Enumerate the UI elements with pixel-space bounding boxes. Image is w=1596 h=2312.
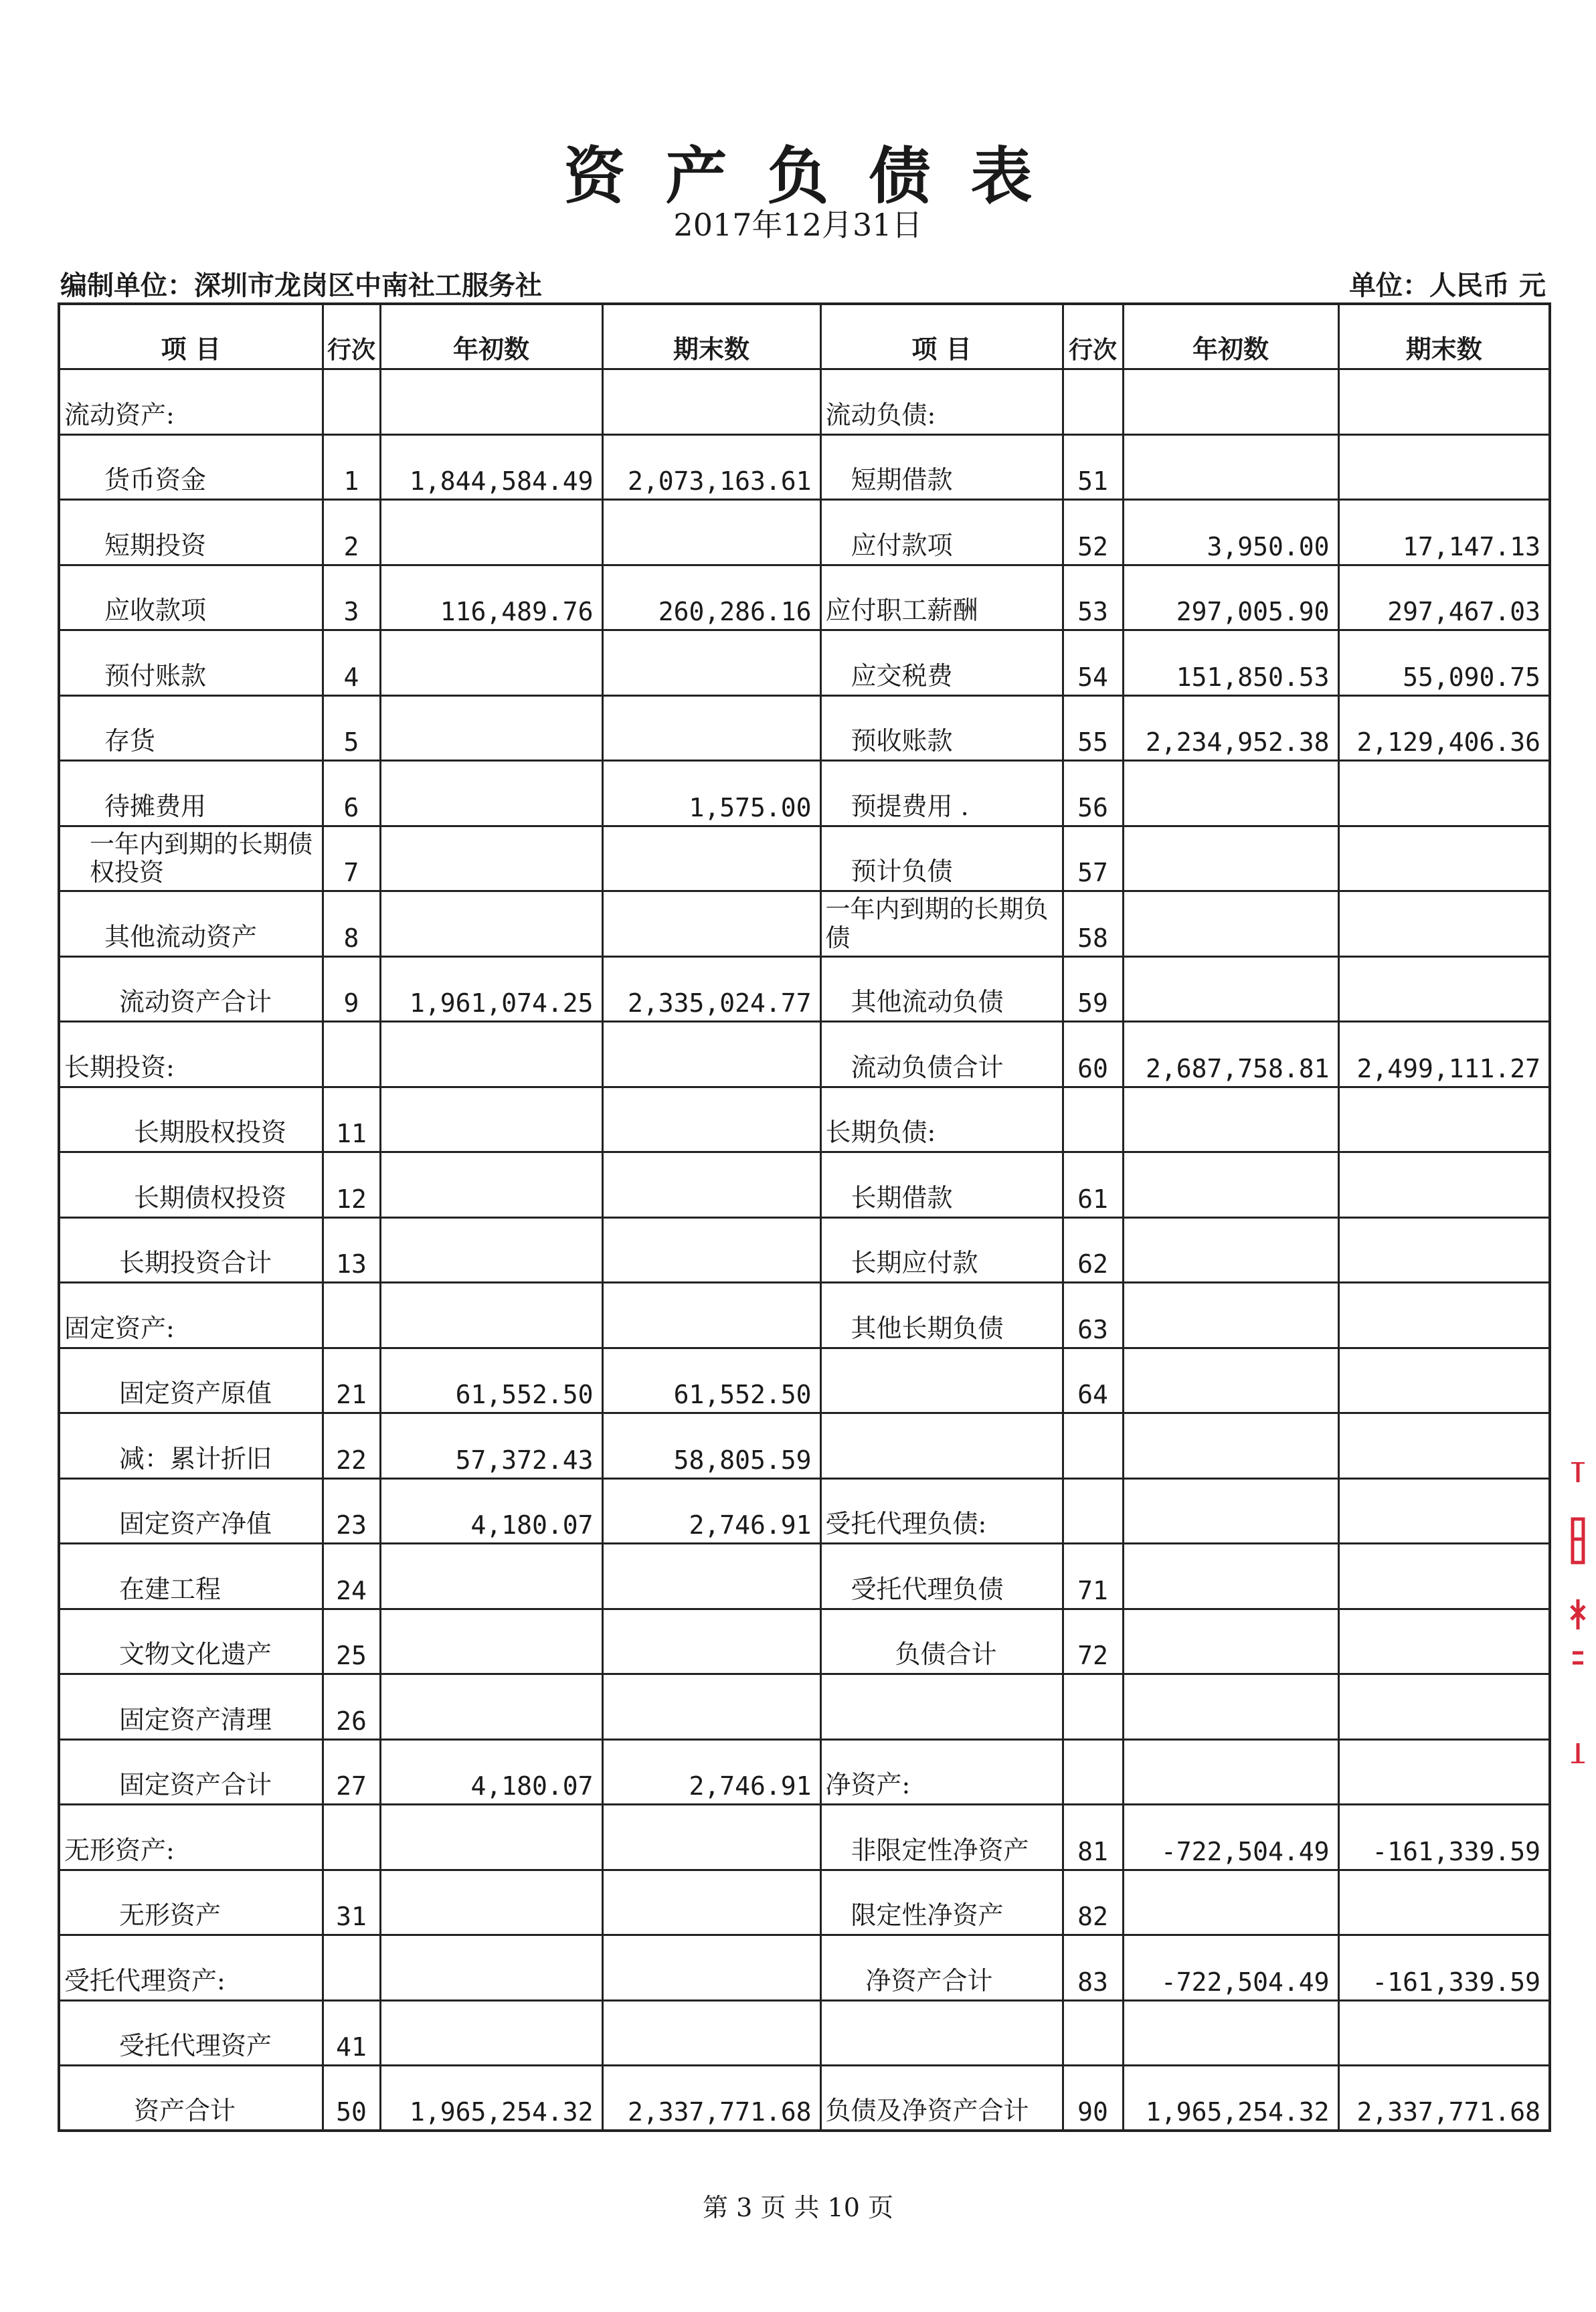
liability-end-value	[1338, 1152, 1550, 1218]
liability-end-value	[1338, 761, 1550, 826]
liability-line-no: 83	[1063, 1935, 1123, 2001]
liability-line-no: 71	[1063, 1544, 1123, 1609]
page-footer: 第 3 页 共 10 页	[703, 2193, 893, 2222]
liability-line-no: 53	[1063, 565, 1123, 630]
liability-line-no	[1063, 2000, 1123, 2066]
asset-begin-value	[380, 500, 602, 565]
liability-begin-value: 151,850.53	[1123, 630, 1338, 696]
asset-end-value	[602, 369, 820, 435]
table-row	[59, 434, 1550, 500]
liability-item-name: 其他流动负债	[820, 956, 1063, 1022]
liability-line-no	[1063, 1674, 1123, 1740]
asset-line-no: 4	[323, 630, 380, 696]
asset-item-name: 固定资产清理	[59, 1674, 323, 1740]
liability-begin-value	[1123, 434, 1338, 500]
table-row	[59, 956, 1550, 1022]
asset-line-no	[323, 1805, 380, 1870]
liability-begin-value	[1123, 891, 1338, 957]
liability-begin-value: 2,687,758.81	[1123, 1022, 1338, 1087]
table-row	[59, 1152, 1550, 1218]
asset-end-value	[602, 1087, 820, 1152]
asset-item-name: 无形资产	[59, 1870, 323, 1935]
liability-item-name: 长期负债:	[820, 1087, 1063, 1152]
asset-end-value: 2,073,163.61	[602, 434, 820, 500]
asset-line-no: 31	[323, 1870, 380, 1935]
liability-line-no: 72	[1063, 1609, 1123, 1674]
asset-line-no: 27	[323, 1739, 380, 1805]
org-label: 编制单位：深圳市龙岗区中南社工服务社	[60, 270, 542, 301]
asset-end-value	[602, 2000, 820, 2066]
asset-line-no: 23	[323, 1478, 380, 1544]
asset-begin-value	[380, 1152, 602, 1218]
liability-item-name: 应交税费	[820, 630, 1063, 696]
asset-end-value	[602, 630, 820, 696]
liability-end-value	[1338, 369, 1550, 435]
table-row	[59, 761, 1550, 826]
liability-item-name: 负债及净资产合计	[820, 2066, 1063, 2131]
liability-item-name: 其他长期负债	[820, 1283, 1063, 1348]
liability-item-name: 短期借款	[820, 434, 1063, 500]
table-row	[59, 1935, 1550, 2001]
asset-end-value	[602, 1935, 820, 2001]
table-row	[59, 630, 1550, 696]
liability-end-value	[1338, 2000, 1550, 2066]
asset-line-no	[323, 369, 380, 435]
asset-item-name: 长期股权投资	[59, 1087, 323, 1152]
liability-item-name: 预提费用 .	[820, 761, 1063, 826]
asset-begin-value: 1,844,584.49	[380, 434, 602, 500]
table-row	[59, 2000, 1550, 2066]
table-row	[59, 695, 1550, 761]
liability-end-value	[1338, 1217, 1550, 1283]
asset-line-no: 13	[323, 1217, 380, 1283]
asset-item-name: 预付账款	[59, 630, 323, 696]
asset-begin-value	[380, 1544, 602, 1609]
asset-end-value	[602, 1544, 820, 1609]
liability-end-value	[1338, 1348, 1550, 1413]
table-row	[59, 1609, 1550, 1674]
liability-end-value	[1338, 956, 1550, 1022]
table-row	[59, 565, 1550, 630]
liability-item-name: 限定性净资产	[820, 1870, 1063, 1935]
liability-line-no: 55	[1063, 695, 1123, 761]
liability-item-name: 流动负债合计	[820, 1022, 1063, 1087]
asset-line-no: 25	[323, 1609, 380, 1674]
liability-begin-value: 2,234,952.38	[1123, 695, 1338, 761]
asset-line-no	[323, 1283, 380, 1348]
liability-end-value	[1338, 1413, 1550, 1479]
header-item: 项 目	[59, 304, 323, 369]
liability-item-name: 受托代理负债:	[820, 1478, 1063, 1544]
liability-item-name	[820, 2000, 1063, 2066]
asset-item-name: 流动资产:	[59, 369, 323, 435]
asset-begin-value	[380, 1217, 602, 1283]
asset-item-name: 流动资产合计	[59, 956, 323, 1022]
asset-begin-value	[380, 695, 602, 761]
red-stamp-edge	[1567, 1462, 1587, 1763]
asset-end-value: 2,335,024.77	[602, 956, 820, 1022]
liability-end-value	[1338, 1609, 1550, 1674]
currency-unit-label: 单位：人民币 元	[1349, 270, 1546, 301]
asset-item-name: 短期投资	[59, 500, 323, 565]
report-date: 2017年12月31日	[673, 207, 923, 243]
asset-line-no: 11	[323, 1087, 380, 1152]
table-row	[59, 1805, 1550, 1870]
asset-begin-value	[380, 761, 602, 826]
liability-end-value	[1338, 1674, 1550, 1740]
liability-begin-value	[1123, 1087, 1338, 1152]
liability-line-no: 90	[1063, 2066, 1123, 2131]
liability-end-value	[1338, 891, 1550, 957]
asset-item-name: 无形资产:	[59, 1805, 323, 1870]
liability-end-value	[1338, 1283, 1550, 1348]
header-end-2: 期末数	[1338, 304, 1550, 369]
asset-begin-value: 57,372.43	[380, 1413, 602, 1479]
asset-begin-value: 61,552.50	[380, 1348, 602, 1413]
asset-line-no	[323, 1935, 380, 2001]
liability-line-no	[1063, 1413, 1123, 1479]
header-end: 期末数	[602, 304, 820, 369]
liability-item-name: 应付款项	[820, 500, 1063, 565]
liability-item-name: 一年内到期的长期负债	[820, 891, 1063, 957]
liability-line-no: 82	[1063, 1870, 1123, 1935]
asset-item-name: 长期投资合计	[59, 1217, 323, 1283]
liability-item-name: 净资产合计	[820, 1935, 1063, 2001]
asset-begin-value: 1,965,254.32	[380, 2066, 602, 2131]
liability-line-no: 60	[1063, 1022, 1123, 1087]
liability-end-value	[1338, 434, 1550, 500]
asset-item-name: 待摊费用	[59, 761, 323, 826]
liability-end-value	[1338, 1478, 1550, 1544]
liability-begin-value	[1123, 1674, 1338, 1740]
liability-begin-value	[1123, 1217, 1338, 1283]
liability-begin-value: -722,504.49	[1123, 1805, 1338, 1870]
page-title: 资产负债表	[563, 140, 1073, 212]
liability-end-value: -161,339.59	[1338, 1805, 1550, 1870]
asset-end-value	[602, 1609, 820, 1674]
asset-end-value	[602, 1152, 820, 1218]
table-row	[59, 1544, 1550, 1609]
asset-item-name: 长期债权投资	[59, 1152, 323, 1218]
asset-line-no: 1	[323, 434, 380, 500]
asset-item-name: 在建工程	[59, 1544, 323, 1609]
header-line: 行次	[323, 304, 380, 369]
liability-begin-value: 297,005.90	[1123, 565, 1338, 630]
table-row	[59, 826, 1550, 891]
asset-end-value: 58,805.59	[602, 1413, 820, 1479]
table-row	[59, 1870, 1550, 1935]
asset-begin-value	[380, 2000, 602, 2066]
table-row	[59, 1087, 1550, 1152]
liability-line-no	[1063, 369, 1123, 435]
liability-item-name	[820, 1413, 1063, 1479]
asset-line-no: 12	[323, 1152, 380, 1218]
liability-end-value: -161,339.59	[1338, 1935, 1550, 2001]
liability-end-value: 2,129,406.36	[1338, 695, 1550, 761]
asset-end-value	[602, 1283, 820, 1348]
liability-end-value	[1338, 1739, 1550, 1805]
table-row	[59, 1413, 1550, 1479]
asset-begin-value	[380, 630, 602, 696]
liability-end-value: 55,090.75	[1338, 630, 1550, 696]
asset-item-name: 固定资产:	[59, 1283, 323, 1348]
liability-begin-value	[1123, 369, 1338, 435]
liability-end-value	[1338, 1870, 1550, 1935]
liability-begin-value	[1123, 1152, 1338, 1218]
liability-begin-value	[1123, 761, 1338, 826]
liability-line-no: 58	[1063, 891, 1123, 957]
asset-item-name: 减：累计折旧	[59, 1413, 323, 1479]
asset-line-no: 8	[323, 891, 380, 957]
asset-begin-value	[380, 1805, 602, 1870]
table-row	[59, 1283, 1550, 1348]
asset-end-value	[602, 1870, 820, 1935]
asset-begin-value	[380, 1283, 602, 1348]
asset-begin-value: 116,489.76	[380, 565, 602, 630]
asset-item-name: 受托代理资产	[59, 2000, 323, 2066]
asset-begin-value: 4,180.07	[380, 1739, 602, 1805]
liability-item-name: 应付职工薪酬	[820, 565, 1063, 630]
liability-begin-value	[1123, 1413, 1338, 1479]
asset-end-value: 1,575.00	[602, 761, 820, 826]
asset-end-value	[602, 695, 820, 761]
asset-begin-value	[380, 1870, 602, 1935]
asset-item-name: 应收款项	[59, 565, 323, 630]
asset-line-no: 9	[323, 956, 380, 1022]
asset-line-no: 6	[323, 761, 380, 826]
asset-begin-value: 1,961,074.25	[380, 956, 602, 1022]
table-row	[59, 1674, 1550, 1740]
asset-line-no: 7	[323, 826, 380, 891]
asset-line-no: 26	[323, 1674, 380, 1740]
liability-end-value: 297,467.03	[1338, 565, 1550, 630]
asset-begin-value	[380, 1022, 602, 1087]
liability-item-name: 流动负债:	[820, 369, 1063, 435]
header-begin: 年初数	[380, 304, 602, 369]
asset-end-value	[602, 1217, 820, 1283]
asset-end-value: 260,286.16	[602, 565, 820, 630]
liability-begin-value	[1123, 1283, 1338, 1348]
table-row	[59, 2066, 1550, 2131]
liability-line-no: 51	[1063, 434, 1123, 500]
liability-begin-value	[1123, 1609, 1338, 1674]
liability-begin-value: -722,504.49	[1123, 1935, 1338, 2001]
asset-item-name: 一年内到期的长期债权投资	[59, 826, 323, 891]
liability-line-no: 64	[1063, 1348, 1123, 1413]
asset-end-value: 2,746.91	[602, 1478, 820, 1544]
asset-end-value	[602, 891, 820, 957]
liability-begin-value	[1123, 956, 1338, 1022]
header-begin-2: 年初数	[1123, 304, 1338, 369]
header-line-2: 行次	[1063, 304, 1123, 369]
asset-line-no: 2	[323, 500, 380, 565]
liability-end-value: 2,499,111.27	[1338, 1022, 1550, 1087]
liability-begin-value	[1123, 2000, 1338, 2066]
liability-line-no: 56	[1063, 761, 1123, 826]
liability-item-name: 非限定性净资产	[820, 1805, 1063, 1870]
liability-end-value: 17,147.13	[1338, 500, 1550, 565]
table-row	[59, 369, 1550, 435]
liability-begin-value	[1123, 1348, 1338, 1413]
table-row	[59, 1022, 1550, 1087]
asset-item-name: 文物文化遗产	[59, 1609, 323, 1674]
asset-line-no: 3	[323, 565, 380, 630]
table-row	[59, 500, 1550, 565]
liability-begin-value	[1123, 1544, 1338, 1609]
asset-line-no: 24	[323, 1544, 380, 1609]
liability-end-value	[1338, 1544, 1550, 1609]
liability-item-name: 长期应付款	[820, 1217, 1063, 1283]
asset-begin-value	[380, 1674, 602, 1740]
liability-line-no: 52	[1063, 500, 1123, 565]
liability-line-no: 63	[1063, 1283, 1123, 1348]
asset-begin-value	[380, 1087, 602, 1152]
table-row	[59, 891, 1550, 957]
liability-line-no	[1063, 1478, 1123, 1544]
asset-end-value	[602, 1022, 820, 1087]
liability-begin-value	[1123, 826, 1338, 891]
asset-item-name: 长期投资:	[59, 1022, 323, 1087]
table-row	[59, 1348, 1550, 1413]
asset-end-value	[602, 826, 820, 891]
liability-line-no	[1063, 1087, 1123, 1152]
header-item-2: 项 目	[820, 304, 1063, 369]
liability-line-no	[1063, 1739, 1123, 1805]
asset-line-no: 5	[323, 695, 380, 761]
liability-begin-value: 1,965,254.32	[1123, 2066, 1338, 2131]
table-row	[59, 1217, 1550, 1283]
liability-line-no: 54	[1063, 630, 1123, 696]
liability-end-value	[1338, 1087, 1550, 1152]
liability-end-value	[1338, 826, 1550, 891]
asset-end-value: 2,337,771.68	[602, 2066, 820, 2131]
liability-line-no: 61	[1063, 1152, 1123, 1218]
liability-item-name: 净资产:	[820, 1739, 1063, 1805]
asset-end-value	[602, 1674, 820, 1740]
asset-item-name: 存货	[59, 695, 323, 761]
asset-begin-value	[380, 891, 602, 957]
asset-begin-value	[380, 1935, 602, 2001]
liability-begin-value	[1123, 1870, 1338, 1935]
asset-item-name: 其他流动资产	[59, 891, 323, 957]
asset-end-value	[602, 1805, 820, 1870]
asset-end-value: 2,746.91	[602, 1739, 820, 1805]
asset-line-no: 22	[323, 1413, 380, 1479]
asset-begin-value	[380, 826, 602, 891]
liability-item-name: 预计负债	[820, 826, 1063, 891]
asset-item-name: 固定资产原值	[59, 1348, 323, 1413]
liability-begin-value	[1123, 1478, 1338, 1544]
liability-item-name: 预收账款	[820, 695, 1063, 761]
liability-end-value: 2,337,771.68	[1338, 2066, 1550, 2131]
liability-line-no: 59	[1063, 956, 1123, 1022]
asset-item-name: 固定资产合计	[59, 1739, 323, 1805]
asset-begin-value	[380, 1609, 602, 1674]
asset-line-no: 41	[323, 2000, 380, 2066]
liability-item-name: 长期借款	[820, 1152, 1063, 1218]
asset-begin-value: 4,180.07	[380, 1478, 602, 1544]
liability-line-no: 62	[1063, 1217, 1123, 1283]
liability-item-name	[820, 1348, 1063, 1413]
liability-line-no: 57	[1063, 826, 1123, 891]
table-row	[59, 1478, 1550, 1544]
asset-line-no: 21	[323, 1348, 380, 1413]
asset-item-name: 受托代理资产:	[59, 1935, 323, 2001]
liability-begin-value: 3,950.00	[1123, 500, 1338, 565]
liability-item-name: 受托代理负债	[820, 1544, 1063, 1609]
asset-line-no	[323, 1022, 380, 1087]
liability-line-no: 81	[1063, 1805, 1123, 1870]
liability-item-name	[820, 1674, 1063, 1740]
asset-line-no: 50	[323, 2066, 380, 2131]
asset-item-name: 货币资金	[59, 434, 323, 500]
asset-item-name: 固定资产净值	[59, 1478, 323, 1544]
asset-end-value: 61,552.50	[602, 1348, 820, 1413]
asset-end-value	[602, 500, 820, 565]
liability-begin-value	[1123, 1739, 1338, 1805]
liability-item-name: 负债合计	[820, 1609, 1063, 1674]
asset-item-name: 资产合计	[59, 2066, 323, 2131]
table-row	[59, 1739, 1550, 1805]
asset-begin-value	[380, 369, 602, 435]
table-header-row	[59, 304, 1550, 369]
balance-sheet-table	[58, 302, 1551, 2132]
